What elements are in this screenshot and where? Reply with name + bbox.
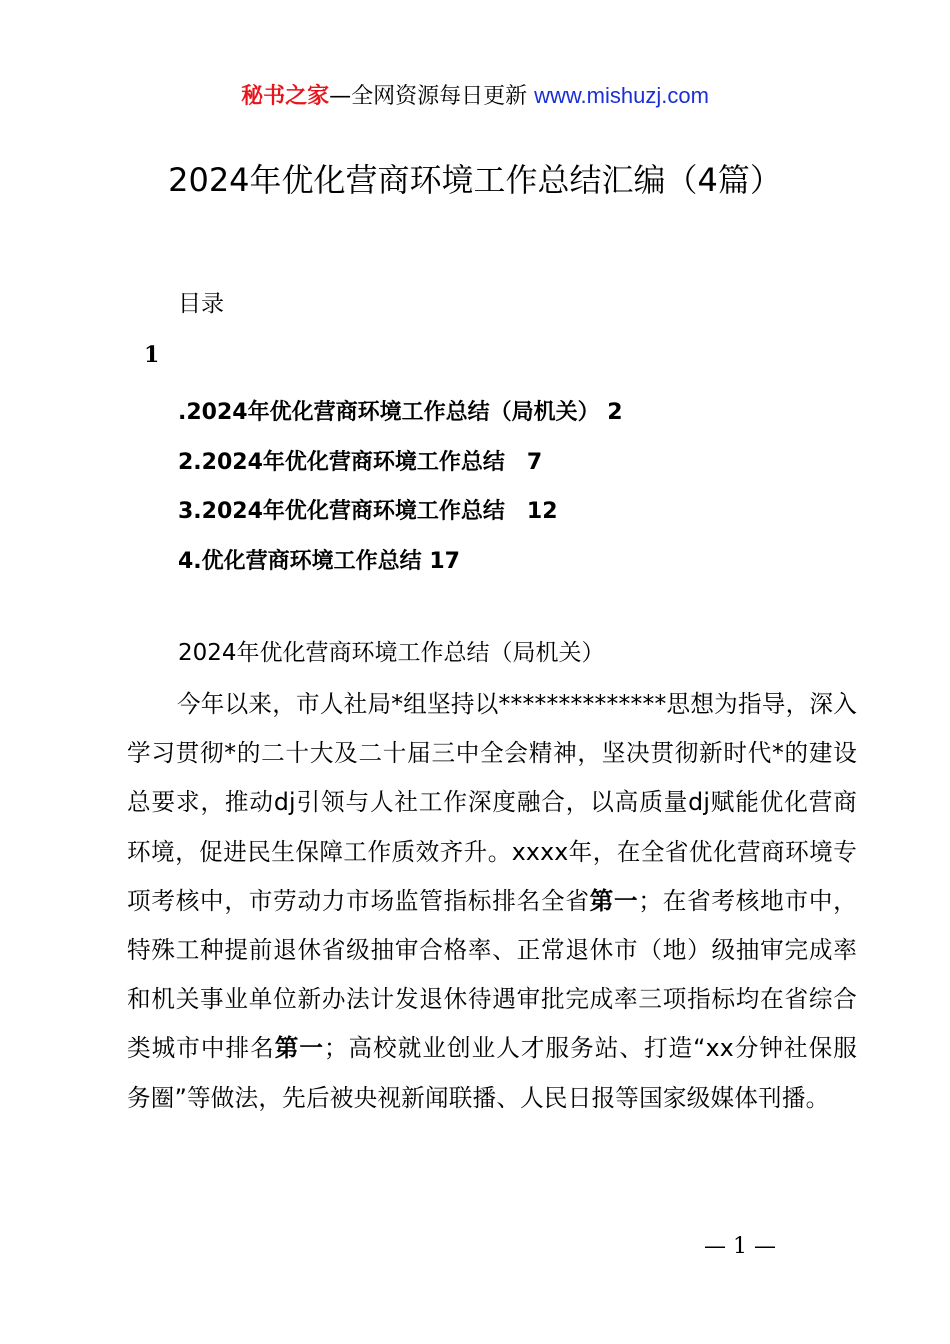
table-of-contents — [178, 388, 623, 586]
paragraph-text-2: ；在省考核地市中，特殊工种提前退休省级抽审合格率、正常退休市（地）级抽审完成率和机关事业单位新办法计发退休待遇审批完成率三项指标均在省综合类城市中排名 — [127, 886, 857, 1063]
site-header — [0, 80, 950, 113]
section-title: 2024年优化营商环境工作总结（局机关） — [178, 640, 605, 666]
toc-item-4[interactable]: 4.优化营商环境工作总结 17 — [178, 548, 460, 574]
toc-item-3[interactable]: 3.2024年优化营商环境工作总结 12 — [178, 499, 558, 524]
toc-heading: 目录 — [178, 291, 224, 317]
page-number: — 1 — — [704, 1234, 776, 1259]
paragraph-text-3: ；高校就业创业人才服务站、打造“xx分钟社保服务圈”等做法，先后被央视新闻联播、人民日报等国家级媒体刊播。 — [127, 1034, 857, 1112]
toc-number: 1 — [144, 342, 160, 368]
paragraph-emphasis-1: 第一 — [589, 886, 639, 915]
document-title: 2024年优化营商环境工作总结汇编（4篇） — [168, 161, 782, 199]
brand-name: 秘书之家 — [241, 84, 330, 109]
website-link[interactable]: www.mishuzj.com — [534, 83, 709, 108]
toc-item-2[interactable]: 2.2024年优化营商环境工作总结 7 — [178, 449, 543, 475]
paragraph-emphasis-2: 第一 — [274, 1034, 324, 1063]
paragraph-text-1: 今年以来，市人社局*组坚持以**************思想为指导，深入学习贯彻*的二十大及二十届三中全会精神，坚决贯彻新时代*的建设总要求，推动dj引领与人社工作深度融合，以高质量dj赋能优化营商环境，促进民生保障工作质效齐升。xxxx年，在全省优化营商环境专项考核中，市劳动力市场监管指标排名全省 — [127, 690, 857, 915]
toc-item-1[interactable]: .2024年优化营商环境工作总结（局机关） 2 — [178, 400, 623, 425]
header-tagline: —全网资源每日更新 — [329, 84, 535, 109]
body-paragraph — [127, 680, 857, 1123]
